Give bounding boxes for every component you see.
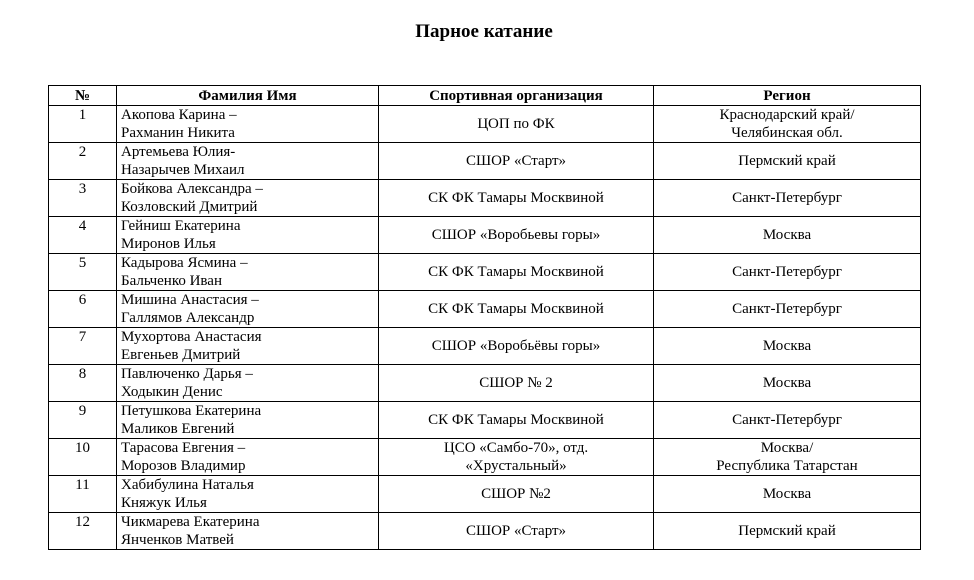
row-number-text: 12	[75, 514, 90, 530]
region-line-1: Краснодарский край/	[719, 107, 855, 123]
row-number-text: 3	[78, 181, 87, 197]
organization-line-1: ЦОП по ФК	[477, 116, 555, 132]
organization-line-1: СШОР «Воробьевы горы»	[431, 227, 601, 243]
row-number	[49, 402, 117, 439]
pair-names	[117, 439, 379, 476]
pair-names	[117, 106, 379, 143]
organization-line-1: СК ФК Тамары Москвиной	[428, 264, 604, 280]
sport-organization	[379, 476, 654, 513]
sport-organization	[379, 106, 654, 143]
row-number-text: 9	[78, 403, 87, 419]
region	[654, 439, 921, 476]
table-row	[49, 476, 921, 513]
sport-organization	[379, 291, 654, 328]
row-number	[49, 217, 117, 254]
row-number-text: 5	[78, 255, 87, 271]
table-header-row	[49, 86, 921, 106]
sport-organization	[379, 143, 654, 180]
pair-names	[117, 402, 379, 439]
partner-name-2: Козловский Дмитрий	[121, 199, 258, 215]
partner-name-2: Назарычев Михаил	[121, 162, 245, 178]
partner-name-1: Чикмарева Екатерина	[121, 514, 260, 530]
header-num: №	[49, 86, 117, 106]
partner-name-2: Бальченко Иван	[121, 273, 222, 289]
region	[654, 513, 921, 550]
organization-line-1: СШОР №2	[481, 486, 551, 502]
row-number-text: 10	[75, 440, 90, 456]
region	[654, 143, 921, 180]
sport-organization	[379, 513, 654, 550]
region-line-1: Пермский край	[738, 523, 836, 539]
pair-names	[117, 291, 379, 328]
table-row	[49, 291, 921, 328]
partner-name-1: Мухортова Анастасия	[121, 329, 262, 345]
region	[654, 365, 921, 402]
table-row	[49, 402, 921, 439]
partner-name-2: Морозов Владимир	[121, 458, 246, 474]
partner-name-1: Артемьева Юлия-	[121, 144, 236, 160]
region-line-2: Республика Татарстан	[716, 458, 858, 474]
table-body	[49, 106, 921, 550]
row-number	[49, 180, 117, 217]
row-number-text: 11	[75, 477, 90, 493]
row-number	[49, 143, 117, 180]
pair-names	[117, 513, 379, 550]
partner-name-2: Маликов Евгений	[121, 421, 235, 437]
row-number	[49, 476, 117, 513]
row-number-text: 8	[78, 366, 87, 382]
header-org: Спортивная организация	[379, 86, 654, 106]
table-row	[49, 328, 921, 365]
partner-name-2: Галлямов Александр	[121, 310, 255, 326]
organization-line-2: «Хрустальный»	[465, 458, 567, 474]
region-line-1: Санкт-Петербург	[732, 190, 842, 206]
region-line-1: Пермский край	[738, 153, 836, 169]
organization-line-1: СШОР «Воробьёвы горы»	[431, 338, 601, 354]
row-number-text: 7	[78, 329, 87, 345]
row-number-text: 1	[78, 107, 87, 123]
sport-organization	[379, 402, 654, 439]
table-row	[49, 439, 921, 476]
partner-name-2: Рахманин Никита	[121, 125, 235, 141]
region	[654, 106, 921, 143]
row-number-text: 4	[78, 218, 87, 234]
partner-name-2: Княжук Илья	[121, 495, 207, 511]
partner-name-1: Мишина Анастасия –	[121, 292, 259, 308]
row-number	[49, 513, 117, 550]
region-line-1: Москва/	[760, 440, 814, 456]
partner-name-2: Миронов Илья	[121, 236, 216, 252]
row-number	[49, 254, 117, 291]
region-line-1: Москва	[762, 227, 812, 243]
region-line-1: Санкт-Петербург	[732, 301, 842, 317]
region	[654, 291, 921, 328]
pair-names	[117, 143, 379, 180]
sport-organization	[379, 365, 654, 402]
partner-name-1: Павлюченко Дарья –	[121, 366, 253, 382]
sport-organization	[379, 217, 654, 254]
header-region: Регион	[654, 86, 921, 106]
sport-organization	[379, 180, 654, 217]
organization-line-1: СШОР № 2	[479, 375, 553, 391]
organization-line-1: СШОР «Старт»	[465, 523, 567, 539]
organization-line-1: СШОР «Старт»	[465, 153, 567, 169]
table-row	[49, 217, 921, 254]
sport-organization	[379, 254, 654, 291]
sport-organization	[379, 328, 654, 365]
partner-name-1: Тарасова Евгения –	[121, 440, 246, 456]
pair-names	[117, 328, 379, 365]
row-number	[49, 328, 117, 365]
region-line-1: Москва	[762, 375, 812, 391]
region-line-1: Санкт-Петербург	[732, 264, 842, 280]
partner-name-2: Янченков Матвей	[121, 532, 234, 548]
sport-organization	[379, 439, 654, 476]
table-row	[49, 143, 921, 180]
organization-line-1: СК ФК Тамары Москвиной	[428, 412, 604, 428]
pair-names	[117, 180, 379, 217]
region	[654, 402, 921, 439]
row-number	[49, 365, 117, 402]
partner-name-2: Евгеньев Дмитрий	[121, 347, 241, 363]
table-row	[49, 513, 921, 550]
region	[654, 254, 921, 291]
table-row	[49, 180, 921, 217]
region-line-1: Москва	[762, 486, 812, 502]
row-number	[49, 439, 117, 476]
region-line-1: Москва	[762, 338, 812, 354]
organization-line-1: СК ФК Тамары Москвиной	[428, 301, 604, 317]
table-row	[49, 365, 921, 402]
region	[654, 328, 921, 365]
organization-line-1: ЦСО «Самбо-70», отд.	[443, 440, 589, 456]
pairs-table	[48, 85, 921, 550]
region-line-1: Санкт-Петербург	[732, 412, 842, 428]
partner-name-1: Хабибулина Наталья	[121, 477, 254, 493]
page-title: Парное катание	[415, 21, 553, 42]
partner-name-1: Кадырова Ясмина –	[121, 255, 248, 271]
header-names: Фамилия Имя	[117, 86, 379, 106]
region-line-2: Челябинская обл.	[731, 125, 843, 141]
partner-name-2: Ходыкин Денис	[121, 384, 223, 400]
row-number-text: 2	[78, 144, 87, 160]
partner-name-1: Петушкова Екатерина	[121, 403, 262, 419]
table-row	[49, 106, 921, 143]
organization-line-1: СК ФК Тамары Москвиной	[428, 190, 604, 206]
row-number	[49, 291, 117, 328]
pair-names	[117, 217, 379, 254]
region	[654, 180, 921, 217]
region	[654, 476, 921, 513]
region	[654, 217, 921, 254]
table-row	[49, 254, 921, 291]
partner-name-1: Акопова Карина –	[121, 107, 237, 123]
pair-names	[117, 476, 379, 513]
partner-name-1: Гейниш Екатерина	[121, 218, 241, 234]
partner-name-1: Бойкова Александра –	[121, 181, 263, 197]
row-number-text: 6	[78, 292, 87, 308]
row-number	[49, 106, 117, 143]
pair-names	[117, 254, 379, 291]
pair-names	[117, 365, 379, 402]
